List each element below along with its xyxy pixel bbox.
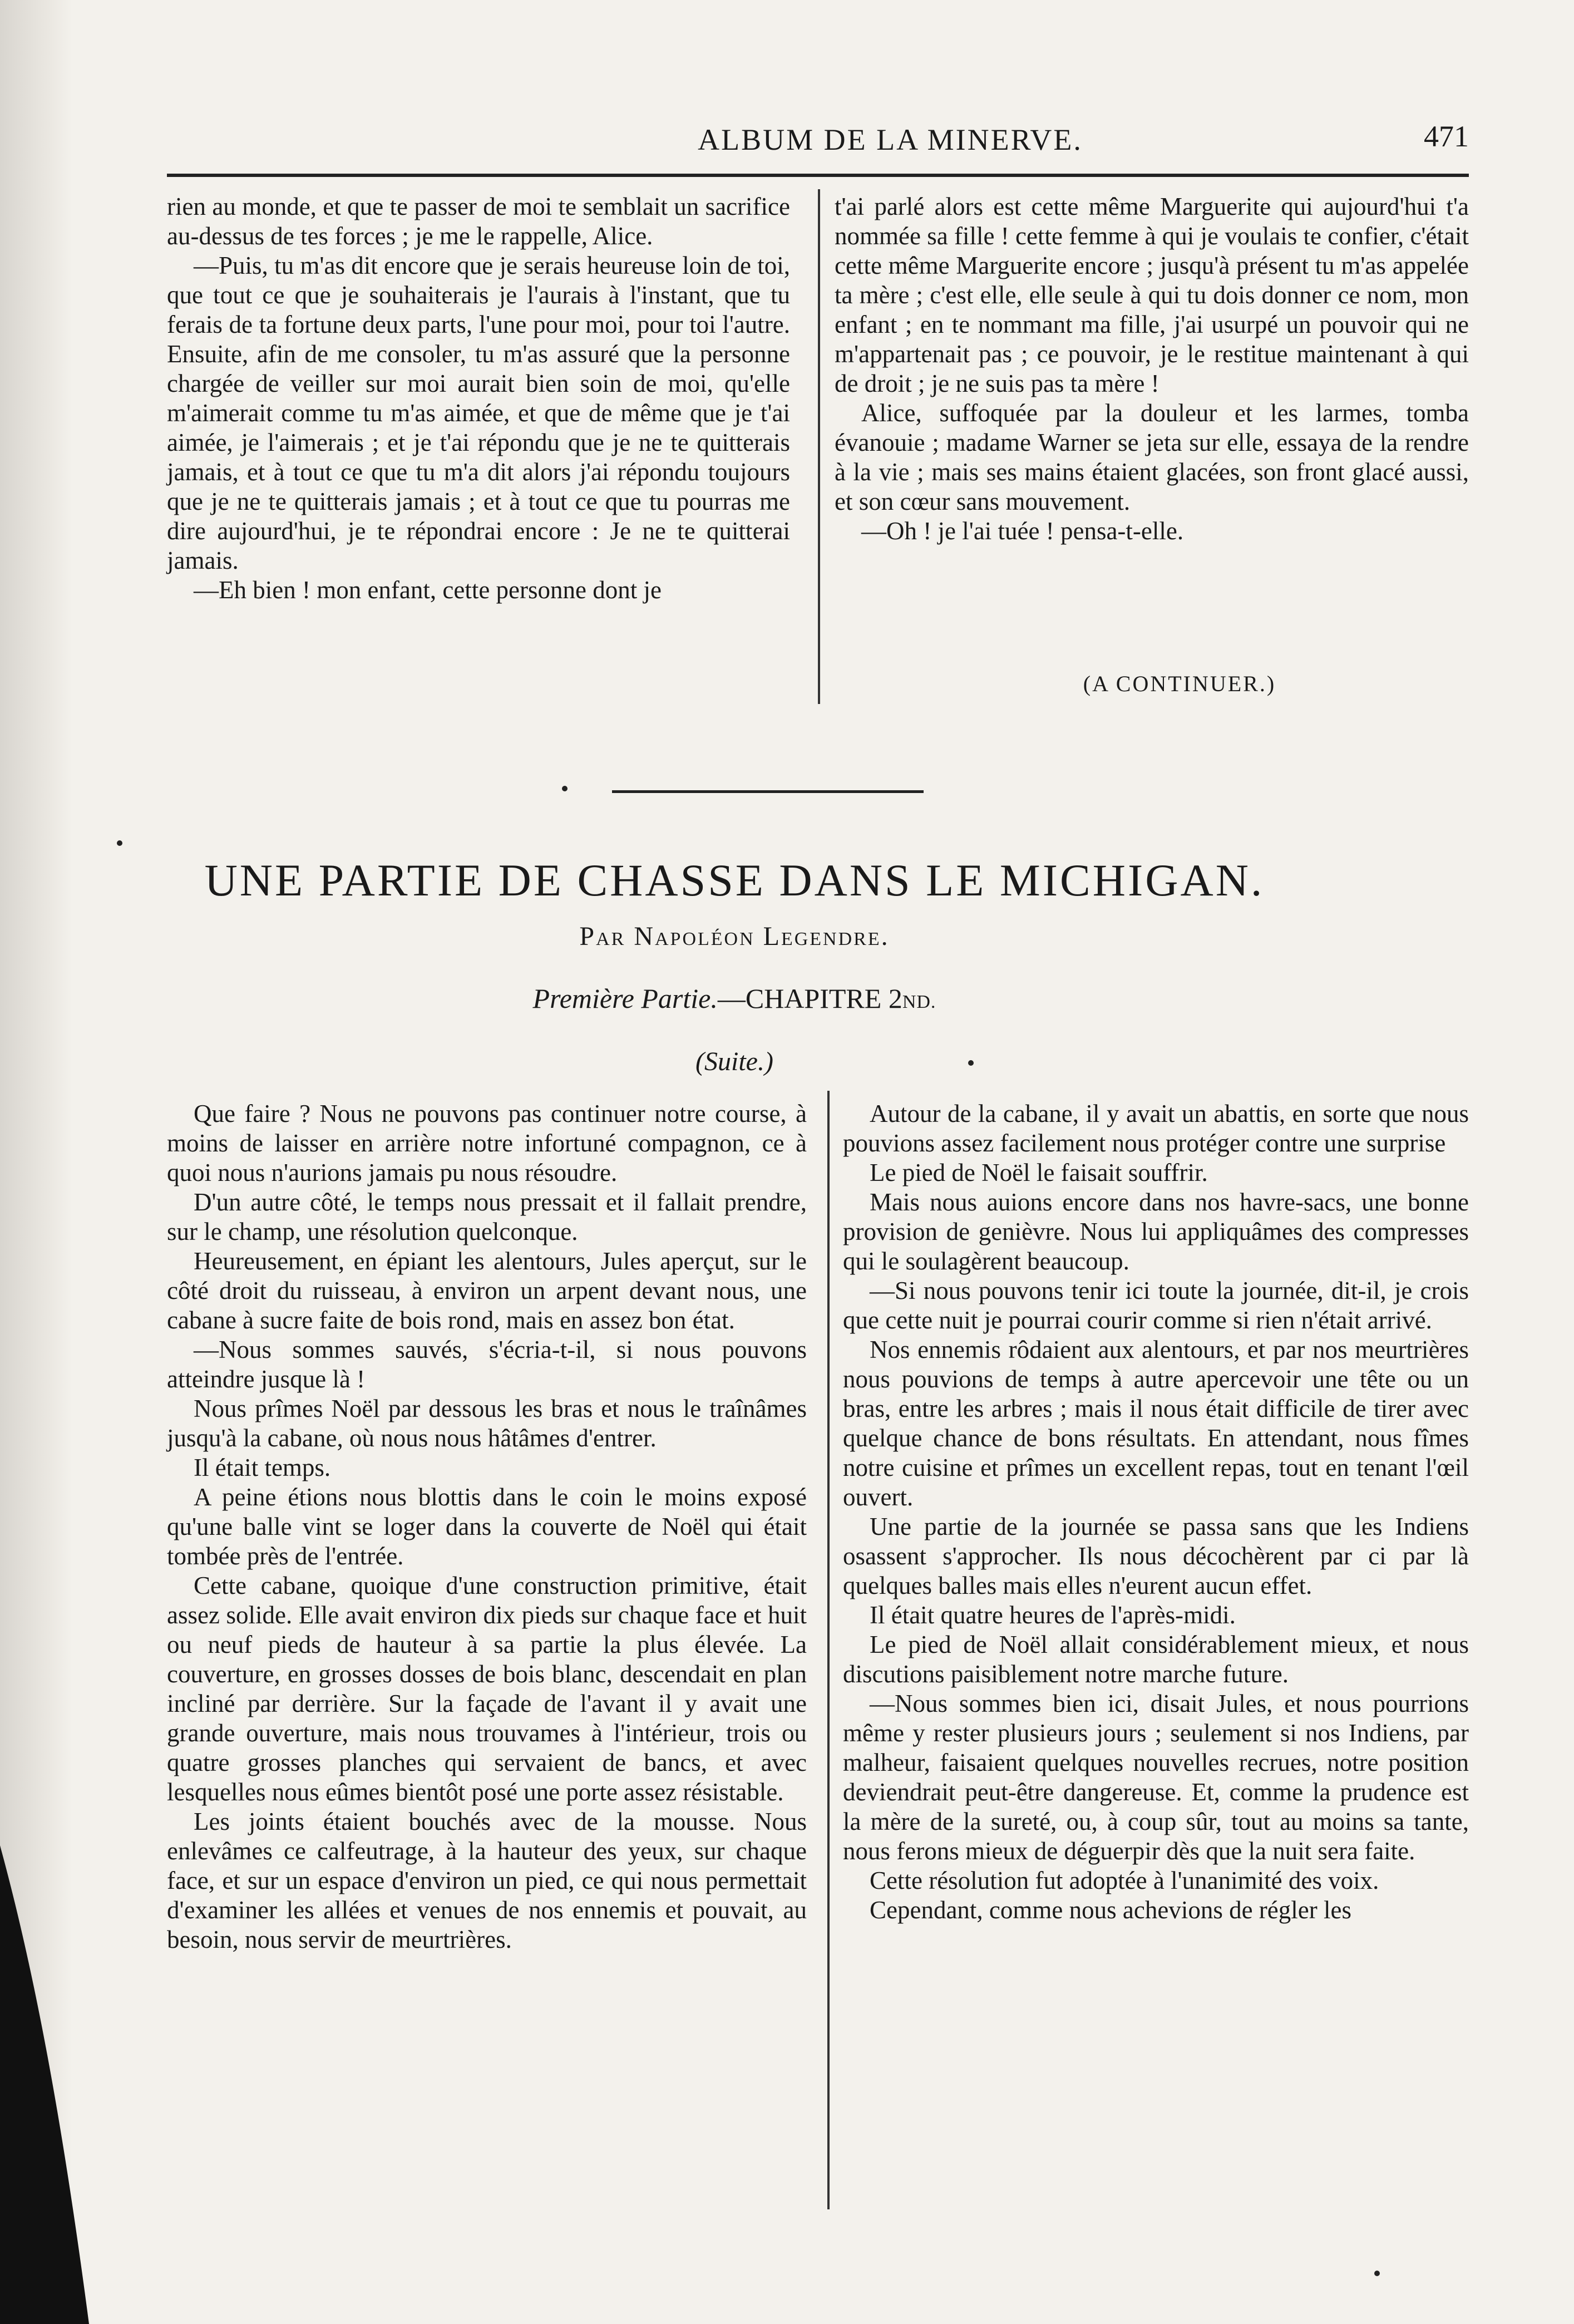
paragraph: A peine étions nous blottis dans le coin le moins exposé qu'une balle vint se loger dans la couverte de Noël qui était tombée près de l'entrée.	[167, 1483, 807, 1570]
paragraph: Mais nous auions encore dans nos havre-sacs, une bonne provision de genièvre. Nous lui appliquâmes des compresses qui le soulagèrent beaucoup.	[843, 1188, 1469, 1275]
paragraph: Il était quatre heures de l'après-midi.	[870, 1601, 1236, 1629]
paragraph: Il était temps.	[194, 1454, 331, 1481]
paragraph: Alice, suffoquée par la douleur et les larmes, tomba évanouie ; madame Warner se jeta sur elle, essaya de la rendre à la vie ; mais ses mains étaient glacées, son front glacé aussi, et son cœur sans mouvement.	[835, 399, 1469, 515]
paragraph: —Puis, tu m'as dit encore que je serais heureuse loin de toi, que tout ce que je souhaiterais je l'aurais à l'instant, que tu ferais de ta fortune deux parts, l'une pour moi, pour toi l'autre. Ensuite, afin de me consoler, tu m'as assuré que la personne chargée de veiller sur moi aurait bien soin de moi, qu'elle m'aimerait comme tu m'as aimée, et que de même que je t'ai aimée, je l'aimerais ; et je t'ai répondu que je ne te quitterais jamais, et à tout ce que tu m'a dit alors j'ai répondu toujours que je ne te quitterais jamais ; et à tout ce que tu pourras me dire aujourd'hui, je te répondrai encore : Je ne te quitterai jamais.	[167, 252, 790, 574]
page-number: 471	[1424, 120, 1469, 153]
top-left-column	[167, 192, 790, 605]
running-head: ALBUM DE LA MINERVE.	[698, 123, 1083, 156]
paragraph: —Si nous pouvons tenir ici toute la journée, dit-il, je crois que cette nuit je pourrai courir comme si rien n'était arrivé.	[843, 1277, 1469, 1334]
ink-speck	[117, 840, 122, 846]
paragraph: Le pied de Noël le faisait souffrir.	[870, 1159, 1208, 1186]
paragraph: rien au monde, et que te passer de moi te semblait un sacrifice au-dessus de tes forces ; je me le rappelle, Alice.	[167, 193, 790, 250]
paragraph: Cette cabane, quoique d'une construction primitive, était assez solide. Elle avait environ dix pieds sur chaque face et huit ou neuf pieds de hauteur à sa partie la plus élevée. La couverture, en grosses dosses de bois blanc, descendait en plan incliné par derrière. Sur la façade de l'avant il y avait une grande ouverture, mais nous trouvames à l'intérieur, trois ou quatre grosses planches qui servaient de bancs, et avec lesquelles nous eûmes bientôt posé une porte assez résistable.	[167, 1572, 807, 1806]
paragraph: Heureusement, en épiant les alentours, Jules aperçut, sur le côté droit du ruisseau, à environ un arpent devant nous, une cabane à sucre faite de bois rond, mais en assez bon état.	[167, 1247, 807, 1334]
page-header	[167, 111, 1469, 173]
paragraph: Que faire ? Nous ne pouvons pas continuer notre course, à moins de laisser en arrière notre infortuné compagnon, ce à quoi nous n'aurions jamais pu nous résoudre.	[167, 1100, 807, 1186]
part-label: Première Partie.	[532, 983, 718, 1014]
to-be-continued: (A CONTINUER.)	[1083, 671, 1276, 696]
paragraph: Cependant, comme nous achevions de régler les	[870, 1896, 1351, 1924]
paragraph: Autour de la cabane, il y avait un abattis, en sorte que nous pouvions assez facilement nous protéger contre une surprise	[843, 1100, 1469, 1157]
byline: Par Napoléon Legendre.	[579, 922, 890, 951]
ink-speck	[968, 1060, 974, 1066]
part-chapter-line	[167, 982, 1302, 1015]
paragraph: —Oh ! je l'ai tuée ! pensa-t-elle.	[861, 517, 1184, 545]
header-rule	[167, 174, 1469, 177]
paragraph: Cette résolution fut adoptée à l'unanimité des voix.	[870, 1867, 1379, 1894]
paragraph: D'un autre côté, le temps nous pressait et il fallait prendre, sur le champ, une résolution quelconque.	[167, 1188, 807, 1245]
paragraph: Une partie de la journée se passa sans que les Indiens osassent s'approcher. Ils nous décochèrent par ci par là quelques balles mais elles n'eurent aucun effet.	[843, 1513, 1469, 1599]
section-separator	[612, 790, 924, 793]
bottom-left-column	[167, 1099, 807, 1954]
chapter-suffix: ND.	[902, 992, 936, 1012]
top-right-column	[835, 192, 1469, 546]
paragraph: Le pied de Noël allait considérablement mieux, et nous discutions paisiblement notre marche future.	[843, 1631, 1469, 1688]
story-title: UNE PARTIE DE CHASSE DANS LE MICHIGAN.	[204, 855, 1265, 905]
paragraph: t'ai parlé alors est cette même Marguerite qui aujourd'hui t'a nommée sa fille ! cette femme à qui je voulais te confier, c'était cette même Marguerite encore ; jusqu'à présent tu m'as appelée ta mère ; c'est elle, elle seule à qui tu dois donner ce nom, mon enfant ; en te nommant ma fille, j'ai usurpé un pouvoir qui ne m'appartenait pas ; ce pouvoir, je le restitue maintenant à qui de droit ; je ne suis pas ta mère !	[835, 193, 1469, 397]
column-rule-top	[818, 189, 820, 704]
paragraph: —Nous sommes bien ici, disait Jules, et nous pourrions même y rester plusieurs jours ; seulement si nos Indiens, par malheur, faisaient quelques nouvelles recrues, notre position deviendrait peut-être dangereuse. Et, comme la prudence est la mère de la sureté, ou, à coup sûr, tout au moins sa tante, nous ferons mieux de déguerpir dès que la nuit sera faite.	[843, 1690, 1469, 1865]
column-rule-bottom	[827, 1091, 830, 2209]
ink-speck	[562, 786, 568, 791]
ink-speck	[1374, 2271, 1380, 2276]
paragraph: Les joints étaient bouchés avec de la mousse. Nous enlevâmes ce calfeutrage, à la hauteur des yeux, sur chaque face, et sur un espace d'environ un pied, ce qui nous permettait d'examiner les allées et venues de nos ennemis et pouvait, au besoin, nous servir de meurtrières.	[167, 1808, 807, 1953]
chapter-label: —CHAPITRE 2	[717, 983, 902, 1014]
paragraph: Nos ennemis rôdaient aux alentours, et par nos meurtrières nous pouvions de temps à autre apercevoir une tête ou un bras, entre les arbres ; mais il nous était difficile de tirer avec quelque chance de bons résultats. En attendant, nous fîmes notre cuisine et prîmes un excellent repas, tout en tenant l'œil ouvert.	[843, 1336, 1469, 1511]
paragraph: —Eh bien ! mon enfant, cette personne dont je	[194, 576, 662, 604]
paragraph: Nous prîmes Noël par dessous les bras et nous le traînâmes jusqu'à la cabane, où nous nous hâtâmes d'entrer.	[167, 1395, 807, 1452]
bottom-right-column	[843, 1099, 1469, 1925]
binding-shadow	[0, 1823, 128, 2324]
suite-label: (Suite.)	[695, 1047, 773, 1076]
paragraph: —Nous sommes sauvés, s'écria-t-il, si nous pouvons atteindre jusque là !	[167, 1336, 807, 1393]
